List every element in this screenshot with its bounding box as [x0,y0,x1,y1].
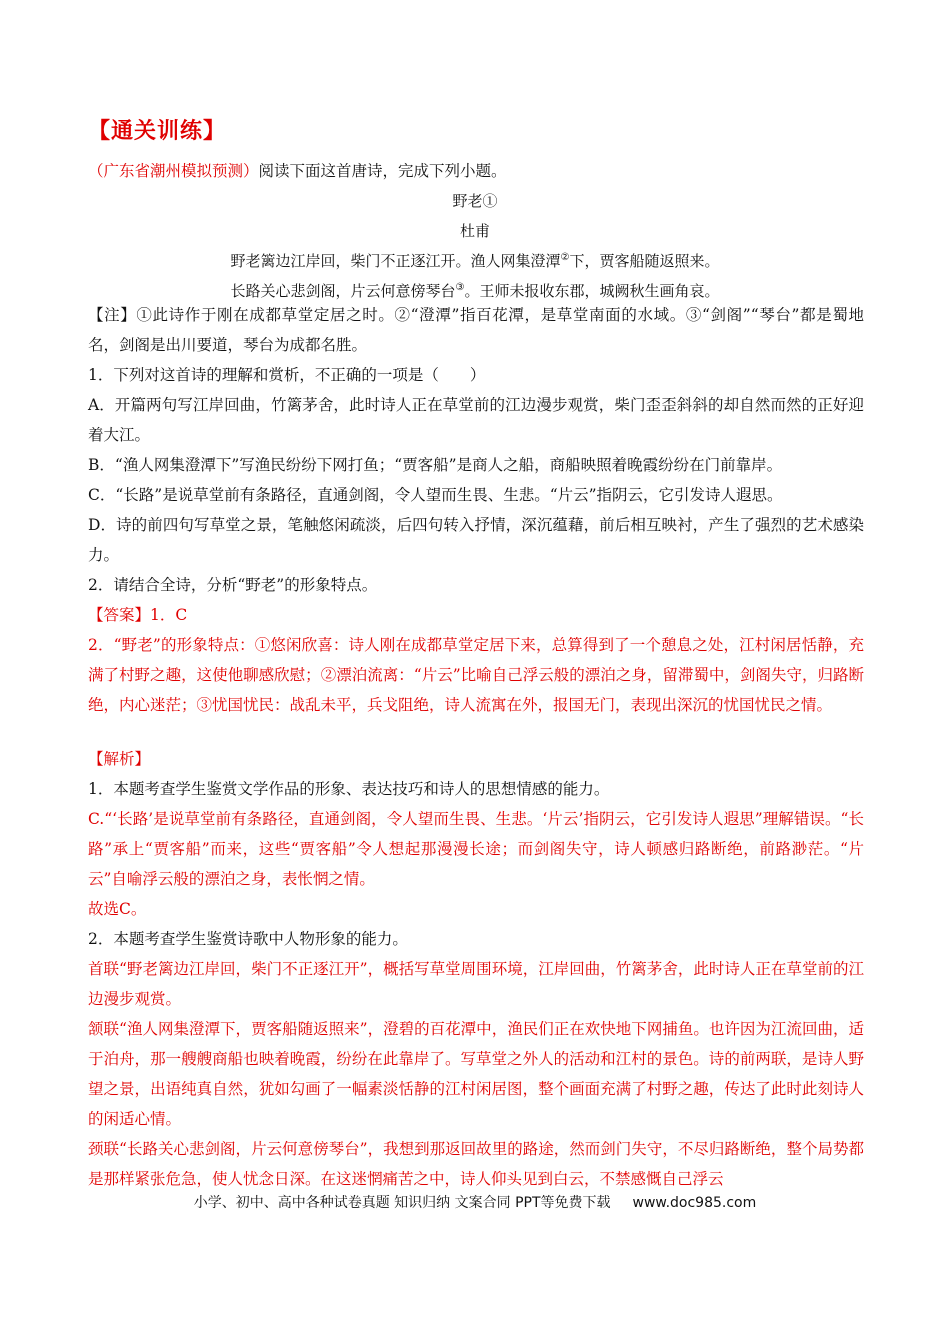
answer-1: 1．C [150,606,188,624]
poem-author: 杜甫 [459,222,490,240]
analysis-section [88,744,864,1194]
analysis-p6: 颔联“渔人网集澄潭下，贾客船随返照来”，澄碧的百花潭中，渔民们正在欢快地下网捕鱼。也许因为江流回曲，适于泊舟，那一艘艘商船也映着晚霞，纷纷在此靠岸了。写草堂之外人的活动和江村的景色。诗的前两联，是诗人野望之景，出语纯真自然，犹如勾画了一幅素淡恬静的江村闲居图，整个画面充满了村野之趣，传达了此时此刻诗人的闲适心情。 [88,1020,864,1128]
analysis-label: 【解析】 [88,750,151,768]
intro-text: 阅读下面这首唐诗，完成下列小题。 [258,162,507,180]
footer-url[interactable]: www.doc985.com [632,1195,757,1211]
question-1 [88,360,864,600]
section-heading: 【通关训练】 [88,118,227,144]
analysis-p7: 颈联“长路关心悲剑阁，片云何意傍琴台”，我想到那返回故里的路途，然而剑门失守，不尽归路断绝，整个局势都是那样紧张危急，使人忧念日深。在这迷惘痛苦之中，诗人仰头见到白云，不禁感慨自己浮云 [88,1140,864,1188]
source-label: （广东省潮州模拟预测） [88,162,259,180]
analysis-p3: 故选C。 [88,900,147,918]
analysis-p1: 1．本题考查学生鉴赏文学作品的形象、表达技巧和诗人的思想情感的能力。 [88,780,610,798]
option-d: D．诗的前四句写草堂之景，笔触悠闲疏淡，后四句转入抒情，深沉蕴藉，前后相互映衬，产生了强烈的艺术感染力。 [88,516,864,564]
analysis-p2: C.“‘长路’是说草堂前有条路径，直通剑阁，令人望而生畏、生悲。‘片云’指阴云，它引发诗人遐思”理解错误。“长路”承上“贾客船”而来，这些“贾客船”令人想起那漫漫长途；而剑阁失守，诗人顿感归路断绝，前路渺茫。“片云”自喻浮云般的漂泊之身，表怅惘之情。 [88,810,864,888]
poem-line-1: 野老篱边江岸回，柴门不正逐江开。渔人网集澄潭②下，贾客船随返照来。 [230,252,720,270]
intro-line [88,156,864,186]
answer-2: 2．“野老”的形象特点：①悠闲欣喜：诗人刚在成都草堂定居下来，总算得到了一个憩息之处，江村闲居恬静，充满了村野之趣，这使他聊感欣慰；②漂泊流离：“片云”比喻自己浮云般的漂泊之身，留滞蜀中，剑阁失守，归路断绝，内心迷茫；③忧国忧民：战乱未平，兵戈阻绝，诗人流寓在外，报国无门，表现出深沉的忧国忧民之情。 [88,636,864,714]
poem-title: 野老① [452,192,498,210]
page-footer [0,1192,950,1212]
poem-line-2: 长路关心悲剑阁，片云何意傍琴台③。王师未报收东郡，城阙秋生画角哀。 [230,282,720,300]
answer-label: 【答案】 [88,606,151,624]
answer-section [88,600,864,720]
option-b: B．“渔人网集澄潭下”写渔民纷纷下网打鱼；“贾客船”是商人之船，商船映照着晚霞纷纷在门前靠岸。 [88,456,783,474]
analysis-p4: 2．本题考查学生鉴赏诗歌中人物形象的能力。 [88,930,408,948]
option-a: A．开篇两句写江岸回曲，竹篱茅舍，此时诗人正在草堂前的江边漫步观赏，柴门歪歪斜斜的却自然而然的正好迎着大江。 [88,396,864,444]
analysis-p5: 首联“野老篱边江岸回，柴门不正逐江开”，概括写草堂周围环境，江岸回曲，竹篱茅舍，此时诗人正在草堂前的江边漫步观赏。 [88,960,864,1008]
footer-text: 小学、初中、高中各种试卷真题 知识归纳 文案合同 PPT等免费下载 [193,1195,611,1211]
question-2-stem: 2．请结合全诗，分析“野老”的形象特点。 [88,576,378,594]
poem-note: 【注】①此诗作于刚在成都草堂定居之时。②“澄潭”指百花潭，是草堂南面的水域。③“剑阁”“琴台”都是蜀地名，剑阁是出川要道，琴台为成都名胜。 [88,306,864,354]
question-1-stem: 1．下列对这首诗的理解和赏析，不正确的一项是（ ） [88,366,486,384]
option-c: C．“长路”是说草堂前有条路径，直通剑阁，令人望而生畏、生悲。“片云”指阴云，它引发诗人遐思。 [88,486,783,504]
